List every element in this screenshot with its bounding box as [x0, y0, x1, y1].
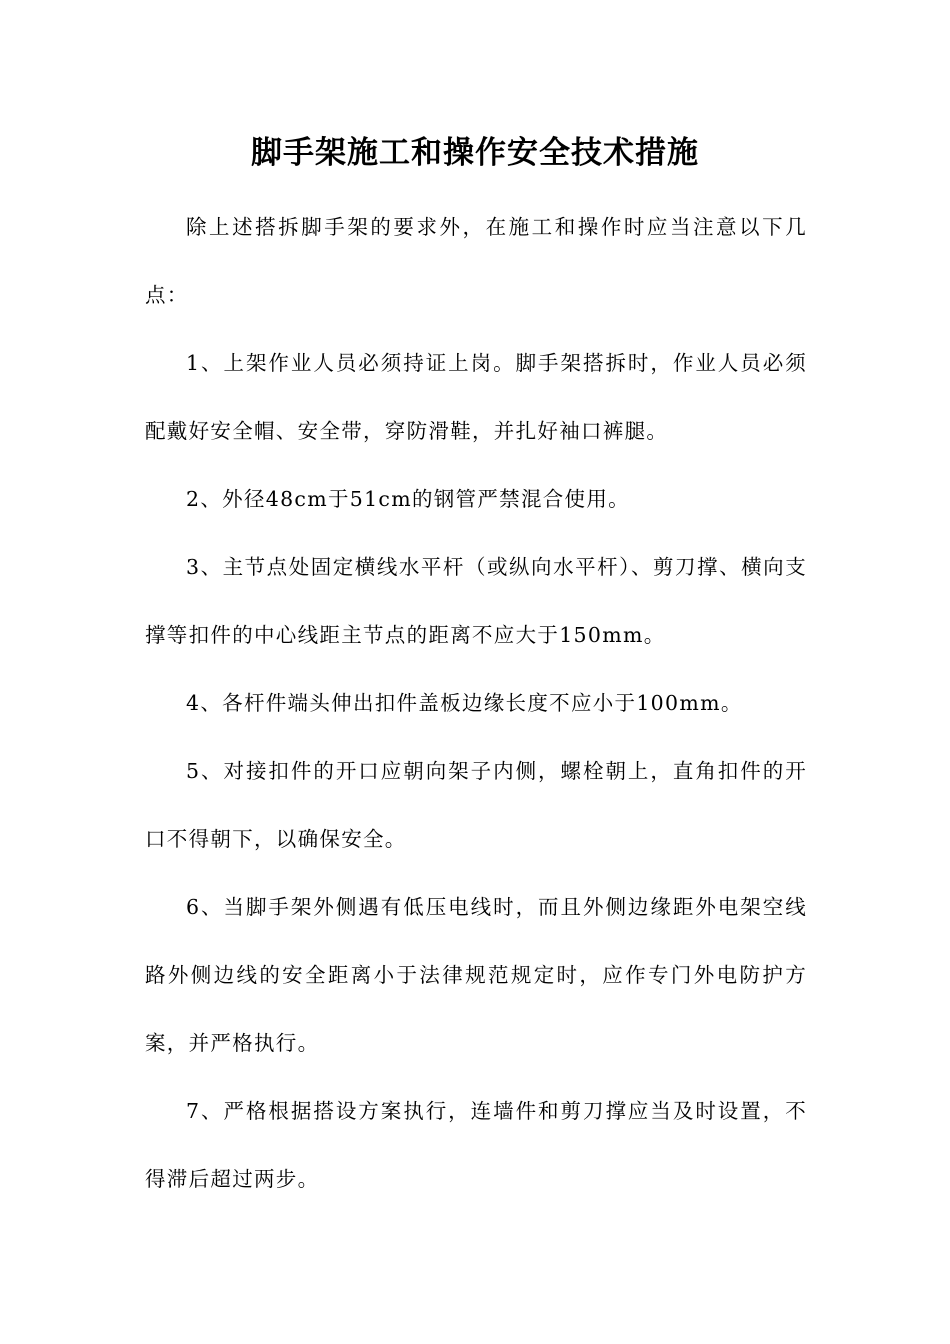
- paragraph-item-4: 4、各杆件端头伸出扣件盖板边缘长度不应小于100mm。: [186, 691, 743, 715]
- paragraph-item-2: 2、外径48cm于51cm的钢管严禁混合使用。: [186, 487, 630, 511]
- paragraph-item-3: 3、主节点处固定横线水平杆（或纵向水平杆）、剪刀撑、横向支撑等扣件的中心线距主节点的距离不应大于150mm。: [145, 555, 807, 647]
- paragraph-item-6: 6、当脚手架外侧遇有低压电线时，而且外侧边缘距外电架空线路外侧边线的安全距离小于法律规范规定时，应作专门外电防护方案，并严格执行。: [145, 895, 807, 1055]
- paragraph-item-7: 7、严格根据搭设方案执行，连墙件和剪刀撑应当及时设置，不得滞后超过两步。: [145, 1099, 807, 1191]
- paragraph-intro: 除上述搭拆脚手架的要求外，在施工和操作时应当注意以下几点：: [145, 215, 807, 307]
- document-body: [145, 193, 807, 1213]
- document-title: 脚手架施工和操作安全技术措施: [251, 135, 699, 171]
- paragraph-item-5: 5、对接扣件的开口应朝向架子内侧，螺栓朝上，直角扣件的开口不得朝下，以确保安全。: [145, 759, 807, 851]
- paragraph-item-1: 1、上架作业人员必须持证上岗。脚手架搭拆时，作业人员必须配戴好安全帽、安全带，穿防滑鞋，并扎好袖口裤腿。: [145, 351, 807, 443]
